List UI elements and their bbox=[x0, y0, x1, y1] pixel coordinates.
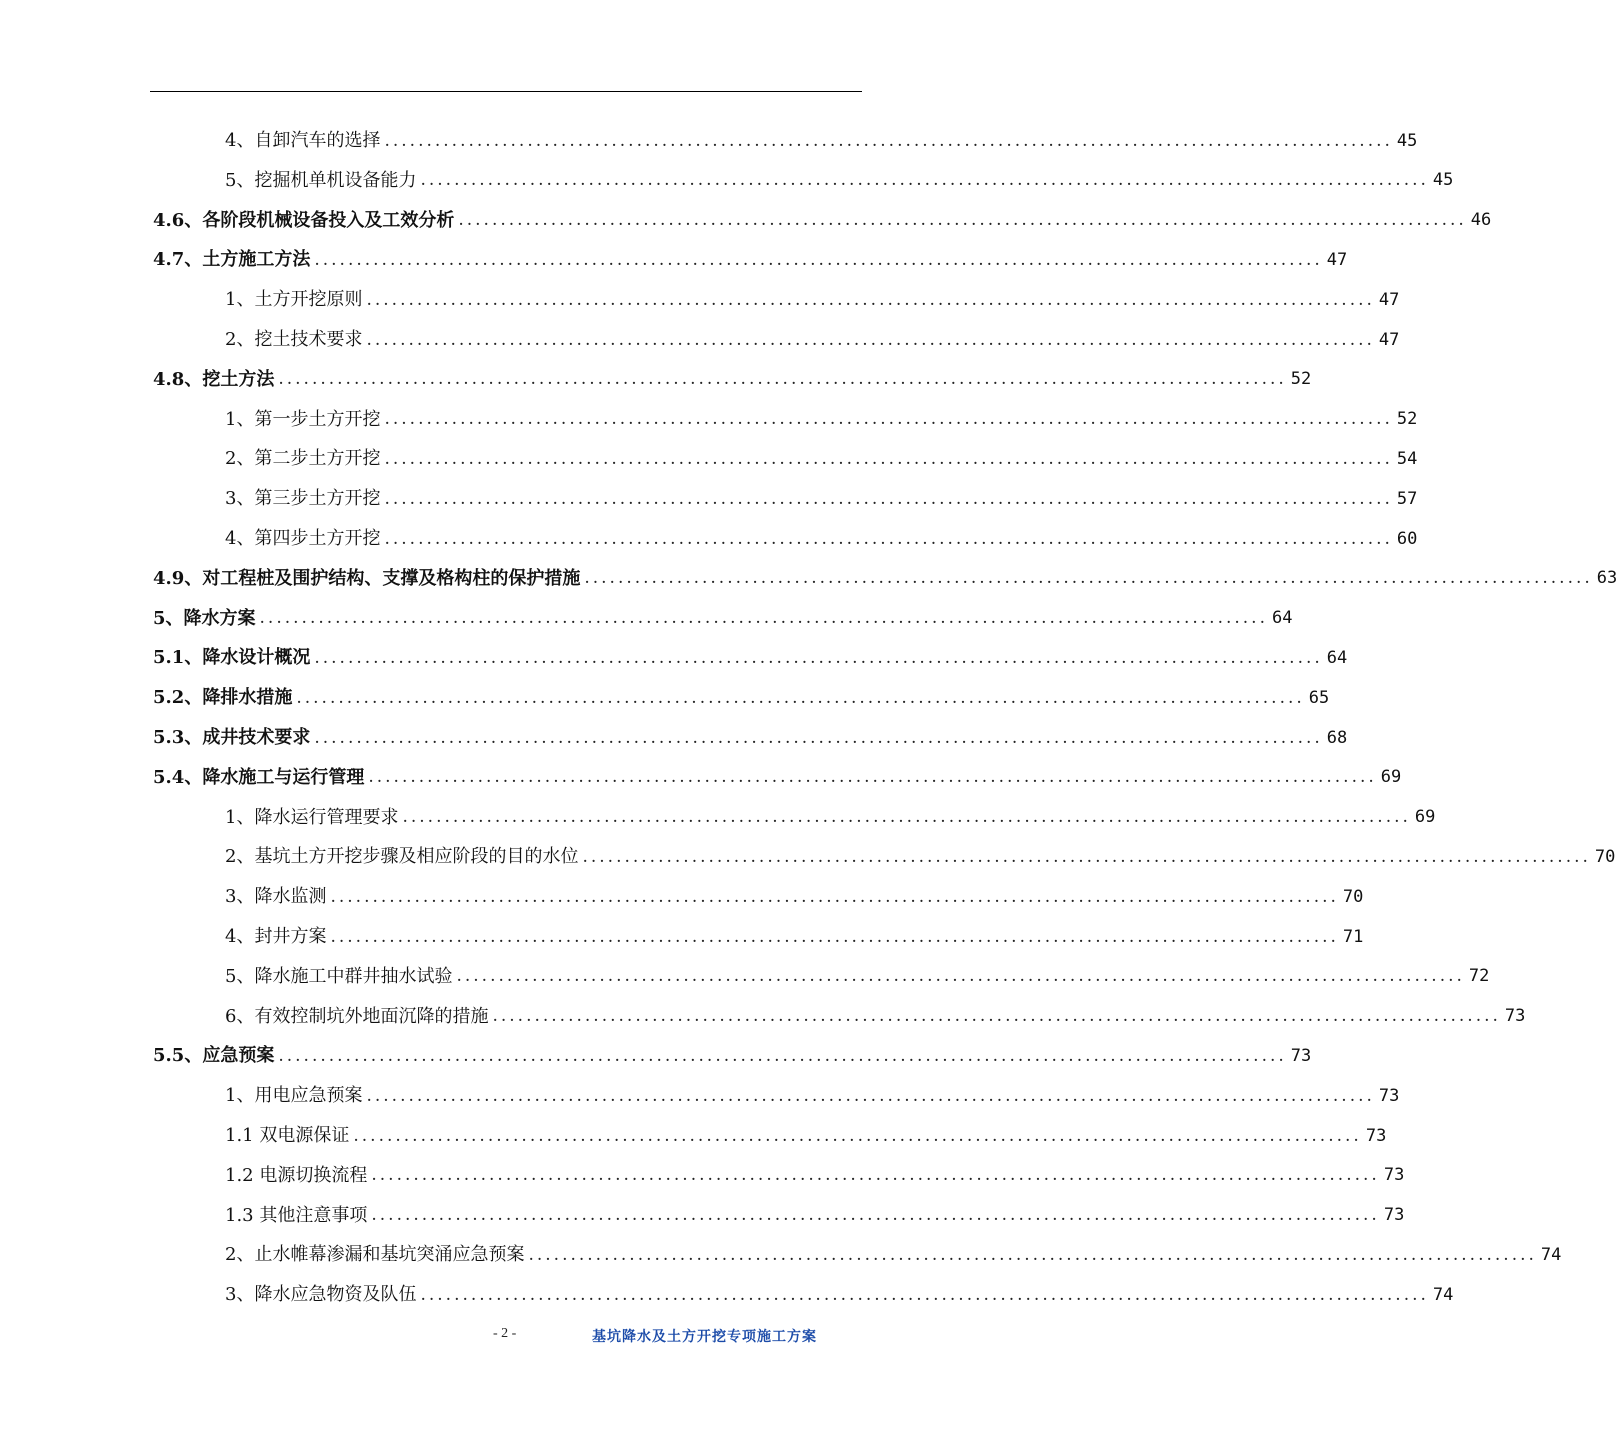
toc-entry-label: 3、降水应急物资及队伍 bbox=[225, 1284, 417, 1306]
toc-entry[interactable] bbox=[153, 718, 1348, 758]
toc-dot-leader: ........................................................................................................................ bbox=[330, 886, 1339, 907]
toc-entry-page: 73 bbox=[1290, 1045, 1312, 1066]
toc-entry-page: 73 bbox=[1383, 1205, 1405, 1226]
toc-entry-page: 47 bbox=[1378, 289, 1400, 310]
toc-dot-leader: ........................................................................................................................ bbox=[314, 647, 1323, 668]
toc-entry-label: 4.7、土方施工方法 bbox=[153, 249, 311, 271]
toc-entry[interactable] bbox=[225, 1275, 1454, 1315]
toc-entry-label: 3、降水监测 bbox=[225, 886, 327, 908]
toc-entry-label: 1、用电应急预案 bbox=[225, 1085, 363, 1107]
toc-entry-page: 64 bbox=[1272, 608, 1293, 629]
toc-entry-label: 4.8、挖土方法 bbox=[153, 368, 275, 390]
toc-dot-leader: ........................................................................................................................ bbox=[420, 170, 1429, 191]
toc-entry[interactable] bbox=[153, 678, 1330, 718]
toc-entry-label: 4.6、各阶段机械设备投入及工效分析 bbox=[153, 209, 455, 231]
toc-dot-leader: ........................................................................................................................ bbox=[384, 130, 1393, 151]
toc-entry-label: 1.1 双电源保证 bbox=[225, 1125, 350, 1146]
toc-dot-leader: ........................................................................................................................ bbox=[384, 528, 1393, 549]
toc-entry-page: 73 bbox=[1504, 1006, 1526, 1027]
toc-entry-page: 70 bbox=[1342, 886, 1364, 907]
toc-entry-page: 46 bbox=[1470, 210, 1492, 231]
toc-entry[interactable] bbox=[225, 997, 1526, 1037]
toc-entry-label: 5.1、降水设计概况 bbox=[153, 647, 311, 669]
toc-entry-label: 1.3 其他注意事项 bbox=[225, 1204, 368, 1226]
toc-entry-label: 5.2、降排水措施 bbox=[153, 687, 293, 709]
toc-dot-leader: ........................................................................................................................ bbox=[278, 1045, 1287, 1066]
toc-dot-leader: ........................................................................................................................ bbox=[366, 289, 1375, 310]
toc-entry-label: 5.3、成井技术要求 bbox=[153, 727, 311, 748]
toc-entry-page: 64 bbox=[1326, 647, 1348, 668]
toc-entry-page: 52 bbox=[1290, 369, 1312, 390]
toc-entry[interactable] bbox=[225, 161, 1454, 201]
toc-entry[interactable] bbox=[153, 360, 1312, 400]
toc-entry-label: 2、止水帷幕渗漏和基坑突涌应急预案 bbox=[225, 1244, 525, 1266]
toc-entry[interactable] bbox=[225, 837, 1616, 877]
toc-entry-page: 63 bbox=[1596, 568, 1617, 589]
toc-entry[interactable] bbox=[225, 877, 1364, 917]
toc-dot-leader: ........................................................................................................................ bbox=[366, 329, 1375, 350]
toc-entry-label: 5、降水方案 bbox=[153, 607, 256, 629]
toc-entry-page: 52 bbox=[1396, 409, 1418, 430]
toc-dot-leader: ........................................................................................................................ bbox=[384, 448, 1393, 469]
toc-dot-leader: ........................................................................................................................ bbox=[314, 727, 1323, 748]
header-rule bbox=[150, 91, 862, 92]
toc-entry-label: 6、有效控制坑外地面沉降的措施 bbox=[225, 1005, 489, 1027]
toc-entry[interactable] bbox=[225, 957, 1490, 997]
toc-dot-leader: ........................................................................................................................ bbox=[330, 926, 1339, 947]
toc-entry[interactable] bbox=[153, 240, 1348, 280]
toc-entry[interactable] bbox=[225, 121, 1418, 161]
toc-dot-leader: ........................................................................................................................ bbox=[384, 409, 1393, 430]
toc-dot-leader: ........................................................................................................................ bbox=[371, 1165, 1380, 1186]
toc-dot-leader: ........................................................................................................................ bbox=[584, 568, 1593, 589]
toc-entry[interactable] bbox=[153, 638, 1348, 678]
toc-dot-leader: ........................................................................................................................ bbox=[368, 767, 1377, 788]
toc-dot-leader: ........................................................................................................................ bbox=[420, 1284, 1429, 1305]
toc-entry-page: 65 bbox=[1308, 687, 1330, 708]
toc-entry-page: 73 bbox=[1365, 1125, 1387, 1146]
toc-entry-label: 1、土方开挖原则 bbox=[225, 289, 363, 311]
toc-dot-leader: ........................................................................................................................ bbox=[371, 1205, 1380, 1226]
toc-entry-label: 5.4、降水施工与运行管理 bbox=[153, 766, 365, 788]
toc-entry-page: 70 bbox=[1594, 846, 1616, 867]
toc-entry-label: 1、第一步土方开挖 bbox=[225, 408, 381, 430]
toc-entry[interactable] bbox=[225, 400, 1418, 440]
toc-entry[interactable] bbox=[225, 1235, 1562, 1275]
toc-entry[interactable] bbox=[225, 798, 1436, 838]
toc-entry[interactable] bbox=[153, 201, 1492, 241]
toc-entry[interactable] bbox=[225, 1196, 1405, 1236]
toc-dot-leader: ........................................................................................................................ bbox=[458, 210, 1467, 231]
toc-entry-label: 1、降水运行管理要求 bbox=[225, 806, 399, 828]
toc-entry-label: 2、第二步土方开挖 bbox=[225, 448, 381, 470]
toc-entry-page: 54 bbox=[1396, 448, 1418, 469]
toc-dot-leader: ........................................................................................................................ bbox=[582, 846, 1591, 867]
toc-dot-leader: ........................................................................................................................ bbox=[456, 966, 1465, 987]
toc-entry-page: 74 bbox=[1432, 1284, 1454, 1305]
toc-entry[interactable] bbox=[225, 439, 1418, 479]
toc-dot-leader: ........................................................................................................................ bbox=[259, 608, 1268, 629]
toc-entry-page: 74 bbox=[1540, 1244, 1562, 1265]
toc-dot-leader: ........................................................................................................................ bbox=[528, 1244, 1537, 1265]
toc-entry-page: 69 bbox=[1380, 767, 1402, 788]
toc-entry[interactable] bbox=[225, 917, 1364, 957]
toc-entry-label: 4、自卸汽车的选择 bbox=[225, 130, 381, 151]
footer-document-title: 基坑降水及土方开挖专项施工方案 bbox=[592, 1329, 817, 1345]
toc-entry[interactable] bbox=[225, 479, 1418, 519]
toc-dot-leader: ........................................................................................................................ bbox=[314, 249, 1323, 270]
toc-dot-leader: ........................................................................................................................ bbox=[296, 687, 1305, 708]
toc-entry-label: 5.5、应急预案 bbox=[153, 1045, 275, 1067]
toc-entry-page: 72 bbox=[1468, 966, 1490, 987]
toc-entry-page: 45 bbox=[1432, 170, 1454, 191]
toc-entry[interactable] bbox=[225, 280, 1400, 320]
toc-entry-label: 2、基坑土方开挖步骤及相应阶段的目的水位 bbox=[225, 846, 579, 868]
toc-dot-leader: ........................................................................................................................ bbox=[492, 1006, 1501, 1027]
toc-dot-leader: ........................................................................................................................ bbox=[366, 1085, 1375, 1106]
toc-entry-page: 60 bbox=[1396, 528, 1418, 549]
toc-entry-page: 73 bbox=[1383, 1165, 1405, 1186]
toc-entry-label: 1.2 电源切换流程 bbox=[225, 1164, 368, 1186]
toc-entry-label: 5、降水施工中群井抽水试验 bbox=[225, 965, 453, 987]
toc-entry-page: 47 bbox=[1378, 329, 1400, 350]
toc-entry-page: 69 bbox=[1414, 807, 1436, 828]
toc-dot-leader: ........................................................................................................................ bbox=[402, 807, 1411, 828]
footer-page-number: - 2 - bbox=[493, 1326, 517, 1341]
toc-entry-page: 68 bbox=[1326, 727, 1348, 748]
toc-dot-leader: ........................................................................................................................ bbox=[384, 488, 1393, 509]
toc-entry-page: 47 bbox=[1326, 249, 1348, 270]
toc-entry[interactable] bbox=[225, 1076, 1400, 1116]
toc-entry[interactable] bbox=[153, 1036, 1312, 1076]
toc-entry[interactable] bbox=[153, 559, 1617, 599]
toc-entry-label: 4.9、对工程桩及围护结构、支撑及格构柱的保护措施 bbox=[153, 567, 581, 589]
toc-entry[interactable] bbox=[153, 758, 1402, 798]
toc-entry[interactable] bbox=[153, 599, 1293, 639]
toc-entry[interactable] bbox=[225, 1156, 1405, 1196]
toc-entry-page: 71 bbox=[1342, 926, 1364, 947]
toc-dot-leader: ........................................................................................................................ bbox=[278, 369, 1287, 390]
toc-entry-page: 73 bbox=[1378, 1085, 1400, 1106]
toc-entry-label: 2、挖土技术要求 bbox=[225, 329, 363, 350]
toc-entry-label: 5、挖掘机单机设备能力 bbox=[225, 169, 417, 191]
toc-entry[interactable] bbox=[225, 1116, 1387, 1156]
toc-entry[interactable] bbox=[225, 519, 1418, 559]
toc-dot-leader: ........................................................................................................................ bbox=[353, 1125, 1362, 1146]
toc-entry-label: 4、第四步土方开挖 bbox=[225, 528, 381, 549]
toc-entry-page: 45 bbox=[1396, 130, 1418, 151]
toc-entry-label: 4、封井方案 bbox=[225, 926, 327, 947]
toc-entry[interactable] bbox=[225, 320, 1400, 360]
toc-entry-label: 3、第三步土方开挖 bbox=[225, 488, 381, 510]
toc-entry-page: 57 bbox=[1396, 488, 1418, 509]
